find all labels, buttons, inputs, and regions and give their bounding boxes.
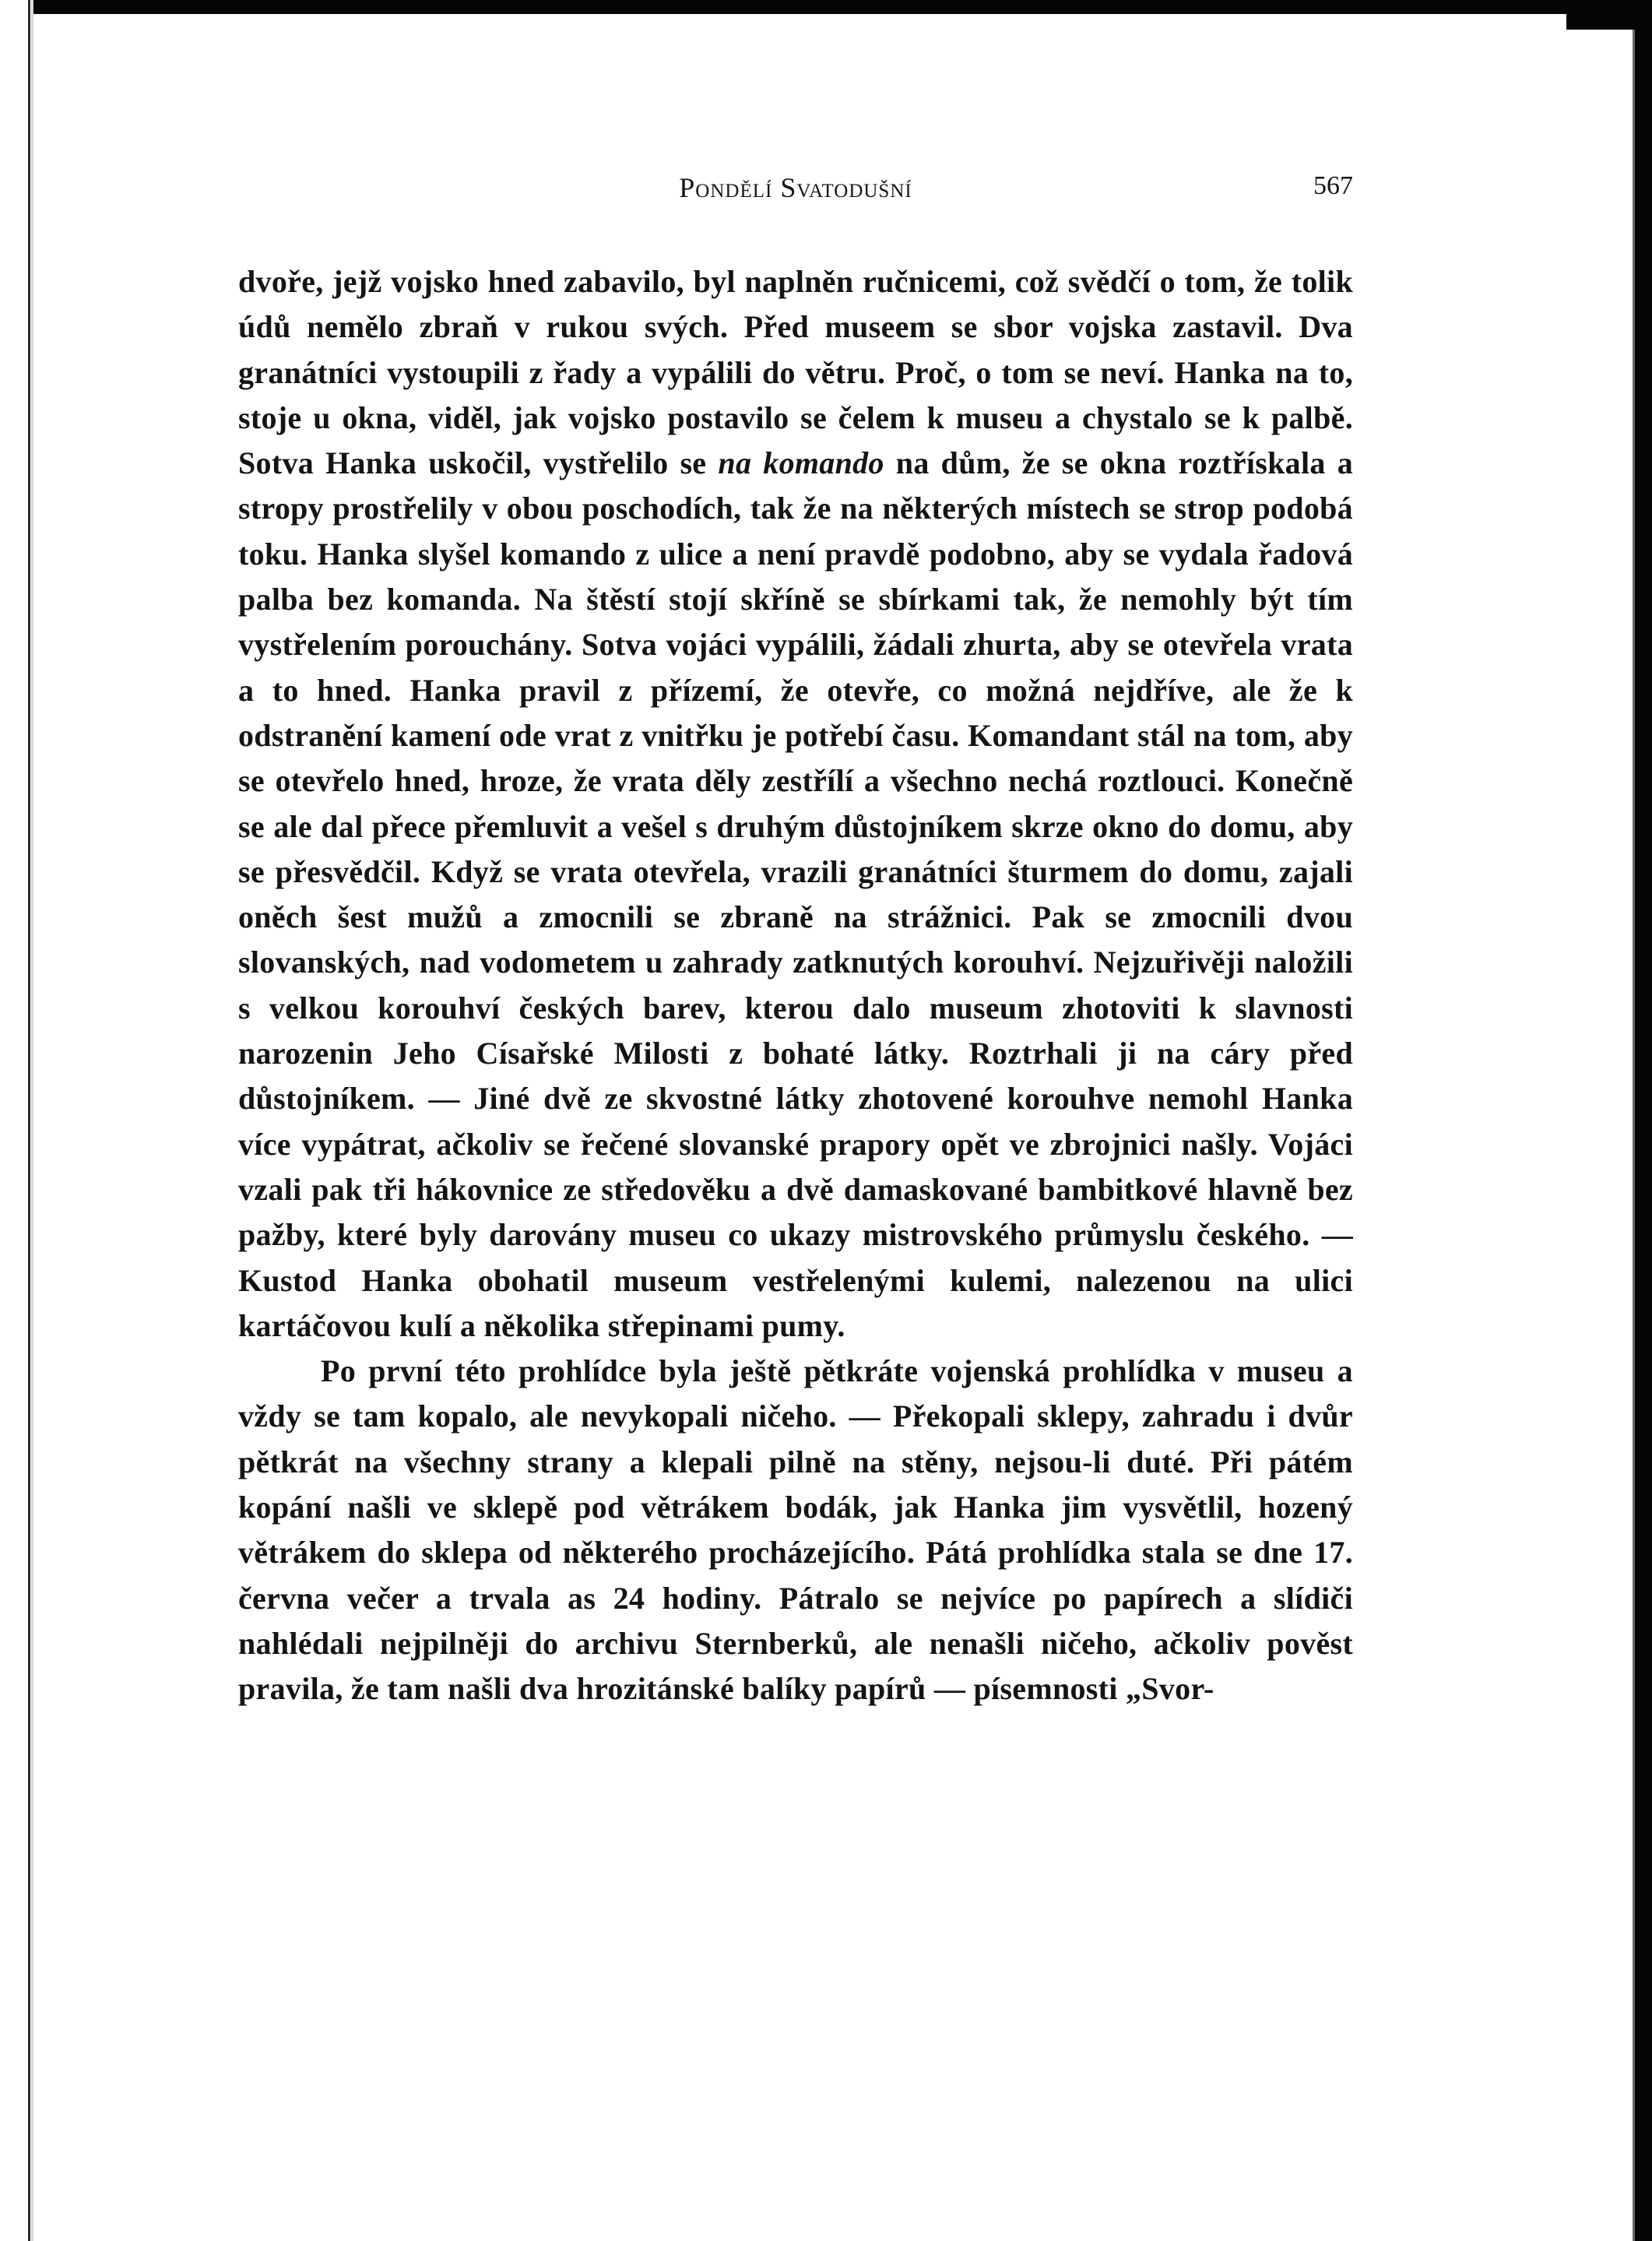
body-text — [238, 259, 1353, 1712]
paragraph-1-text-b: na dům, že se okna roztřískala a stropy prostřelily v obou poschodích, tak že na některých místech se strop podobá toku. Hanka slyšel komando z ulice a není pravdě podobno, aby se vydala řadová palba bez komanda. Na štěstí stojí skříně se sbírkami tak, že nemohly být tím vystřelením porouchány. Sotva vojáci vypálili, žádali zhurta, aby se otevřela vrata a to hned. Hanka pravil z přízemí, že otevře, co možná nejdříve, ale že k odstranění kamení ode vrat z vnitřku je potřebí času. Komandant stál na tom, aby se otevřelo hned, hroze, že vrata děly zestřílí a všechno nechá roztlouci. Konečně se ale dal přece přemluvit a vešel s druhým důstojníkem skrze okno do domu, aby se přesvědčil. Když se vrata otevřela, vrazili granátníci šturmem do domu, zajali oněch šest mužů a zmocnili se zbraně na strážnici. Pak se zmocnili dvou slovanských, nad vodometem u zahrady zatknutých korouhví. Nejzuřivěji naložili s velkou korouhví českých barev, kterou dalo museum zhotoviti k slavnosti narozenin Jeho Císařské Milosti z bohaté látky. Roztrhali ji na cáry před důstojníkem. — Jiné dvě ze skvostné látky zhotovené korouhve nemohl Hanka více vypátrat, ačkoliv se řečené slovanské prapory opět ve zbrojnici našly. Vojáci vzali pak tři hákovnice ze středověku a dvě damaskované bambitkové hlavně bez pažby, které byly darovány museu co ukazy mistrovského průmyslu českého. — Kustod Hanka obohatil museum vestřelenými kulemi, nalezenou na ulici kartáčovou kulí a několika střepinami pumy. — [238, 445, 1353, 1343]
paragraph-1 — [238, 259, 1353, 1349]
scan-left-fold-line — [28, 0, 30, 2241]
page-number: 567 — [1313, 171, 1353, 200]
running-title: Pondělí Svatodušní — [679, 172, 912, 203]
paragraph-1-text-a: dvoře, jejž vojsko hned zabavilo, byl naplněn ručnicemi, což svědčí o tom, že tolik údů nemělo zbraň v rukou svých. Před museem se sbor vojska zastavil. Dva granátníci vystoupili z řady a vypálili do větru. Proč, o tom se neví. Hanka na to, stoje u okna, viděl, jak vojsko postavilo se čelem k museu a chystalo se k palbě. Sotva Hanka uskočil, vystřelilo se — [238, 264, 1353, 481]
scan-right-edge — [1635, 0, 1652, 2241]
scan-top-edge — [0, 0, 1652, 14]
running-head — [238, 167, 1353, 213]
paragraph-2: Po první této prohlídce byla ještě pětkráte vojenská prohlídka v museu a vždy se tam kopalo, ale nevykopali ničeho. — Překopali sklepy, zahradu i dvůr pětkrát na všechny strany a klepali pilně na stěny, nejsou-li duté. Při pátém kopání našli ve sklepě pod větrákem bodák, jak Hanka jim vysvětlil, hozený větrákem do sklepa od některého procházejícího. Pátá prohlídka stala se dne 17. června večer a trvala as 24 hodiny. Pátralo se nejvíce po papírech a slídiči nahlédali nejpilněji do archivu Sternberků, ale nenašli ničeho, ačkoliv pověst pravila, že tam našli dva hrozitánské balíky papírů — písemnosti „Svor- — [238, 1353, 1353, 1707]
paragraph-1-italic-term: na komando — [718, 445, 884, 481]
scan-top-right-corner — [1566, 0, 1652, 30]
